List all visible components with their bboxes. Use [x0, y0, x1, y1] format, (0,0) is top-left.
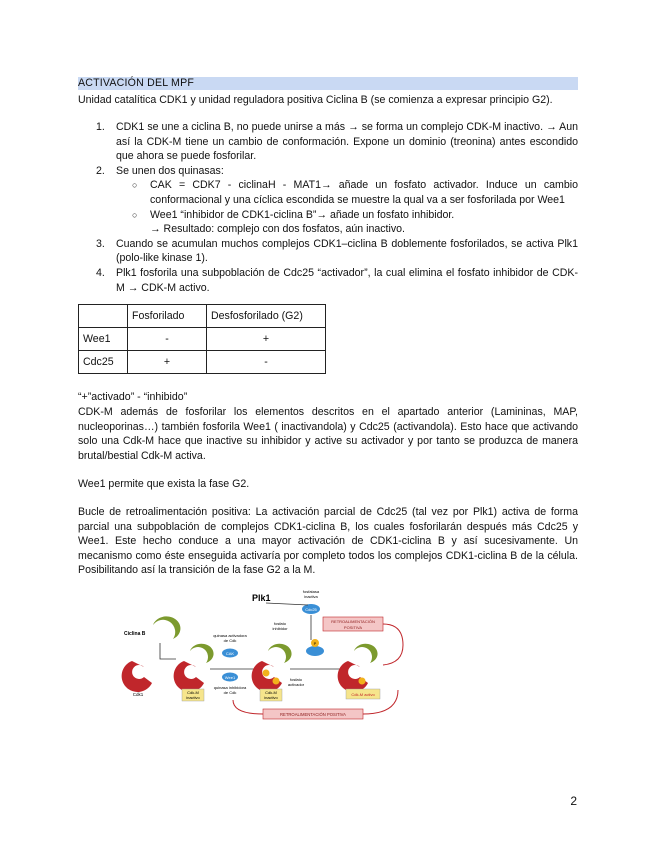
- wee1-label: Wee1: [224, 675, 236, 680]
- cdkm-inactive-2-label: Cdk-M: [265, 690, 277, 695]
- list-item: [96, 237, 578, 266]
- plk1-label: Plk1: [252, 593, 271, 603]
- cdkm-inactive-2-shape: [252, 661, 282, 692]
- cdkm-inactive-1-label: Cdk-M: [187, 690, 199, 695]
- phosphate-active: [359, 678, 366, 685]
- table-cell: -: [128, 328, 207, 351]
- mpf-activation-figure: [118, 585, 418, 725]
- inhibitory-phosphate-label: fosfato: [273, 621, 287, 626]
- arrow-binding: [160, 643, 176, 659]
- paragraph-cdkm: CDK-M además de fosforilar los elementos descritos en el apartado anterior (Lamininas, MAP, nucleoporinas…) también fosforila Wee1 ( inactivandola) y Cdc25 (activandola). Esto hace que activando solo una Cdk-M hace que inactive su inhibidor y active su activador y por tanto se produzca de manera brutal/bestial Cdk-M activa.: [78, 406, 578, 462]
- list-text: Se unen dos quinasas:: [116, 164, 224, 177]
- table-cell: Wee1: [79, 328, 128, 351]
- intro-paragraph: Unidad catalítica CDK1 y unidad reguladora positiva Ciclina B (se comienza a expresar principio G2).: [78, 94, 553, 106]
- phosphatase-label-2: inactiva: [304, 594, 318, 599]
- inhibitory-kinase-label-2: de Cdk: [223, 690, 237, 695]
- table-cell: Cdc25: [79, 351, 128, 374]
- steps-list: [96, 120, 578, 295]
- table-row: [79, 328, 326, 351]
- table-row: [79, 351, 326, 374]
- list-text: Cuando se acumulan muchos complejos CDK1–ciclina B doblemente fosforilados, se activa Plk1 (polo-like kinase 1).: [116, 237, 578, 265]
- cdc25-active-shape: [306, 646, 324, 656]
- cdkm-inactive-2-label-2: inactivo: [264, 695, 278, 700]
- list-number: 4.: [96, 266, 105, 279]
- cdkm-active-label: Cdk-M activo: [351, 692, 375, 697]
- list-text: CDK1 se une a ciclina B, no puede unirse a más → se forma un complejo CDK-M inactivo. → Aun así la CDK-M tiene un cambio de conformación. Expone un dominio (treonina) antes escondido que ahora se puede fosforilar.: [116, 121, 578, 163]
- paragraph-wee1: Wee1 permite que exista la fase G2.: [78, 478, 250, 490]
- cyclin-bound-1: [190, 644, 214, 663]
- feedback-arrow-bottom-left: [233, 700, 263, 714]
- activating-phosphate-label: fosfato: [289, 677, 303, 682]
- phosphorylation-table: [78, 304, 326, 374]
- list-item: [96, 164, 578, 179]
- inhibitory-phosphate-label-2: inhibidor: [272, 626, 288, 631]
- sub-list-item: [96, 178, 578, 207]
- list-number: 2.: [96, 164, 105, 177]
- result-line: → Resultado: complejo con dos fosfatos, aún inactivo.: [150, 223, 405, 236]
- feedback-label-bottom: RETROALIMENTACIÓN POSITIVA: [280, 712, 346, 717]
- feedback-label-top: RETROALIMENTACIÓN: [331, 619, 375, 624]
- phosphatase-label: fosfatasa: [302, 589, 320, 594]
- cyclin-bound-2: [268, 644, 292, 663]
- cdkm-inactive-1-shape: [174, 661, 204, 692]
- phosphate-inhibitory: [263, 670, 270, 677]
- activating-phosphate-label-2: activador: [287, 682, 305, 687]
- cdkm-inactive-1-label-2: inactivo: [186, 695, 200, 700]
- sub-list-item: [96, 208, 578, 223]
- table-header: Desfosforilado (G2): [207, 305, 326, 328]
- arrow-plk1: [266, 603, 308, 605]
- table-header: Fosforilado: [128, 305, 207, 328]
- table-cell: +: [128, 351, 207, 374]
- table-header-row: [79, 305, 326, 328]
- phosphate-activating: [273, 678, 280, 685]
- list-number: 3.: [96, 237, 105, 250]
- cyclin-bound-3: [354, 644, 378, 663]
- legend-line: “+”activado” - “inhibido”: [78, 391, 188, 403]
- cdkm-active-shape: [338, 661, 368, 692]
- page-number: 2: [570, 794, 577, 808]
- paragraph-feedback: Bucle de retroalimentación positiva: La activación parcial de Cdc25 (tal vez por Plk1) activa de forma parcial una subpoblación de complejos CDK1-ciclina B, los cuales fosforilarán después más Cdc25 y Wee1. Este hecho conduce a una mayor activación de CDK1-ciclina B y así sucesivamente. Un mecanismo como éste enseguida activaría por completo todos los complejos CDK1-ciclina B de la célula. Posibilitando así la transición de la fase G2 a la M.: [78, 506, 578, 577]
- sub-text: CAK = CDK7 - ciclinaH - MAT1→ añade un fosfato activador. Induce un cambio conformacional y una cíclica escondida se muestre la qual va a ser fosforilada por Wee1: [150, 179, 578, 206]
- bullet: ○: [132, 180, 138, 191]
- cak-label: CAK: [225, 651, 235, 656]
- inhibitory-kinase-label: quinasa inhibidora: [213, 685, 247, 690]
- phosphate-label: P: [313, 641, 317, 646]
- activating-kinase-label: quinasa activadora: [213, 633, 247, 638]
- sub-text: Wee1 “inhibidor de CDK1-ciclina B”→ añade un fosfato inhibidor.: [150, 208, 455, 221]
- section-heading: ACTIVACIÓN DEL MPF: [78, 77, 578, 90]
- feedback-label-top-2: POSITIVA: [343, 625, 363, 630]
- list-item: [96, 120, 578, 164]
- table-cell: -: [207, 351, 326, 374]
- cdk1-label: Cdk1: [132, 692, 144, 697]
- feedback-arrow-top: [383, 624, 403, 665]
- table-cell: +: [207, 328, 326, 351]
- cdk1-shape: [122, 661, 152, 692]
- cyclin-b-label: Ciclina B: [124, 631, 146, 637]
- list-text: Plk1 fosforila una subpoblación de Cdc25 “activador”, la cual elimina el fosfato inhibidor de CDK-M → CDK-M activo.: [116, 266, 578, 294]
- cyclin-b-shape: [153, 616, 180, 639]
- list-item: [96, 266, 578, 295]
- table-cell: [79, 305, 128, 328]
- cdc25-inactive-label: Cdc25: [305, 607, 317, 612]
- bullet: ○: [132, 209, 138, 220]
- list-number: 1.: [96, 121, 105, 133]
- activating-kinase-label-2: de Cdk: [223, 638, 237, 643]
